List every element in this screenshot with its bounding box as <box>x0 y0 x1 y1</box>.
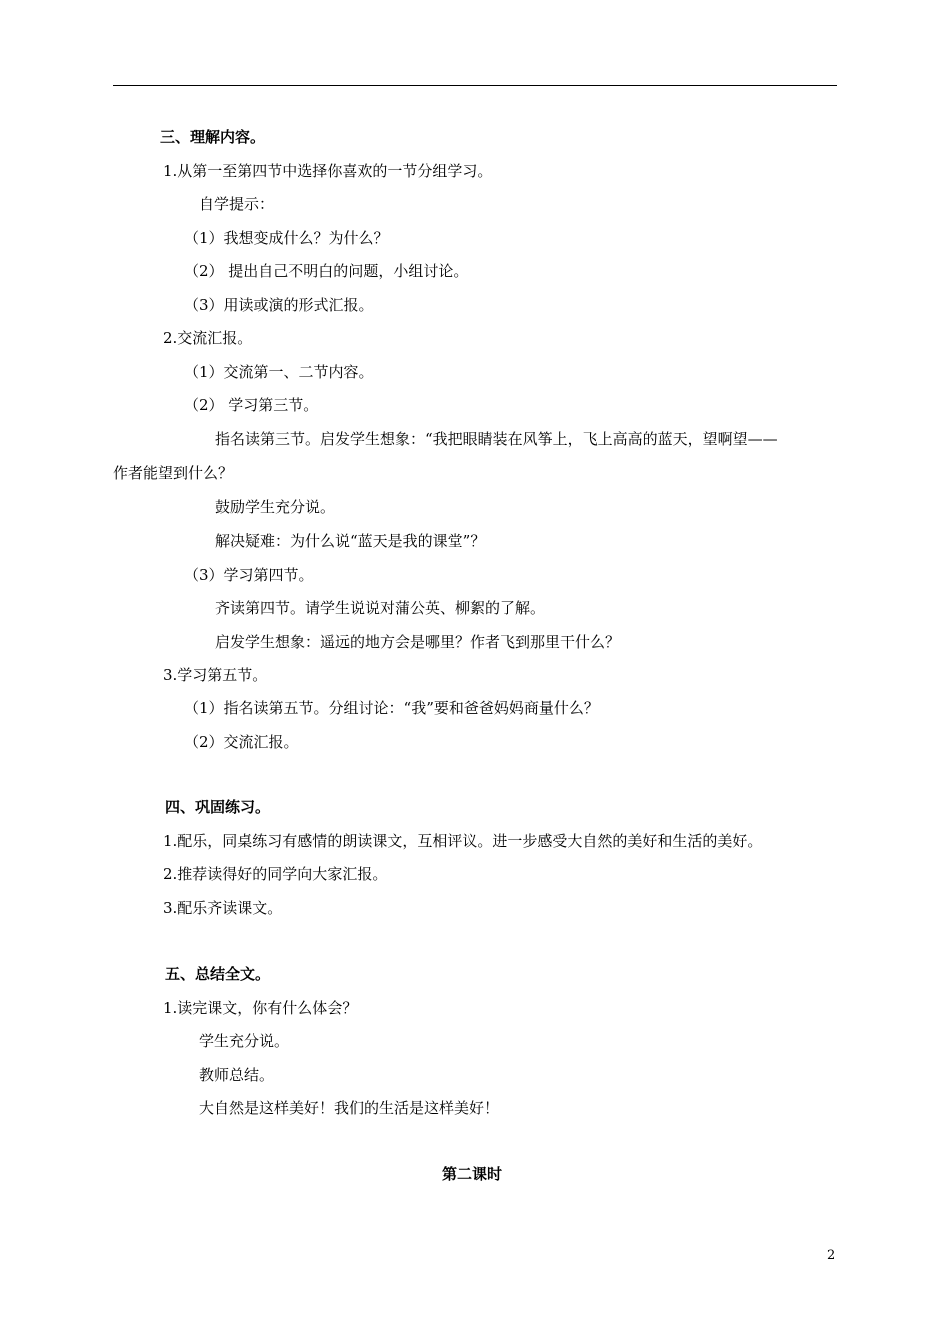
lesson-title: 第二课时 <box>442 1165 503 1183</box>
list-item: （1）交流第一、二节内容。 <box>184 363 374 381</box>
list-item: （1）指名读第五节。分组讨论：“我”要和爸爸妈妈商量什么？ <box>184 699 599 717</box>
list-item: 2.交流汇报。 <box>163 329 253 347</box>
paragraph: 教师总结。 <box>199 1066 275 1084</box>
list-item: 3.配乐齐读课文。 <box>163 899 283 917</box>
list-item: 1.读完课文，你有什么体会？ <box>163 999 358 1017</box>
paragraph: 启发学生想象：遥远的地方会是哪里？作者飞到那里干什么？ <box>215 633 621 651</box>
list-item: 3.学习第五节。 <box>163 666 268 684</box>
page-number: 2 <box>827 1248 836 1263</box>
list-item: （2） 提出自己不明白的问题，小组讨论。 <box>184 262 469 280</box>
list-item: 1.从第一至第四节中选择你喜欢的一节分组学习。 <box>163 162 493 180</box>
paragraph: 学生充分说。 <box>199 1032 290 1050</box>
paragraph: 大自然是这样美好！我们的生活是这样美好！ <box>199 1099 500 1117</box>
section-heading: 三、理解内容。 <box>160 128 266 146</box>
header-rule <box>113 85 837 86</box>
list-item: （2）交流汇报。 <box>184 733 299 751</box>
section-heading: 四、巩固练习。 <box>165 798 271 816</box>
paragraph: 指名读第三节。启发学生想象：“我把眼睛装在风筝上，飞上高高的蓝天，望啊望—— <box>215 430 778 448</box>
list-item: 1.配乐，同桌练习有感情的朗读课文，互相评议。进一步感受大自然的美好和生活的美好。 <box>163 832 763 850</box>
paragraph: 作者能望到什么？ <box>113 464 234 482</box>
paragraph: 鼓励学生充分说。 <box>215 498 336 516</box>
list-item: （3）用读或演的形式汇报。 <box>184 296 374 314</box>
list-item: 2.推荐读得好的同学向大家汇报。 <box>163 865 388 883</box>
paragraph: 自学提示： <box>199 195 275 213</box>
list-item: （3）学习第四节。 <box>184 566 314 584</box>
list-item: （2） 学习第三节。 <box>184 396 319 414</box>
paragraph: 齐读第四节。请学生说说对蒲公英、柳絮的了解。 <box>215 599 546 617</box>
list-item: （1）我想变成什么？为什么？ <box>184 229 389 247</box>
paragraph: 解决疑难：为什么说“蓝天是我的课堂”？ <box>215 532 486 550</box>
section-heading: 五、总结全文。 <box>165 965 271 983</box>
